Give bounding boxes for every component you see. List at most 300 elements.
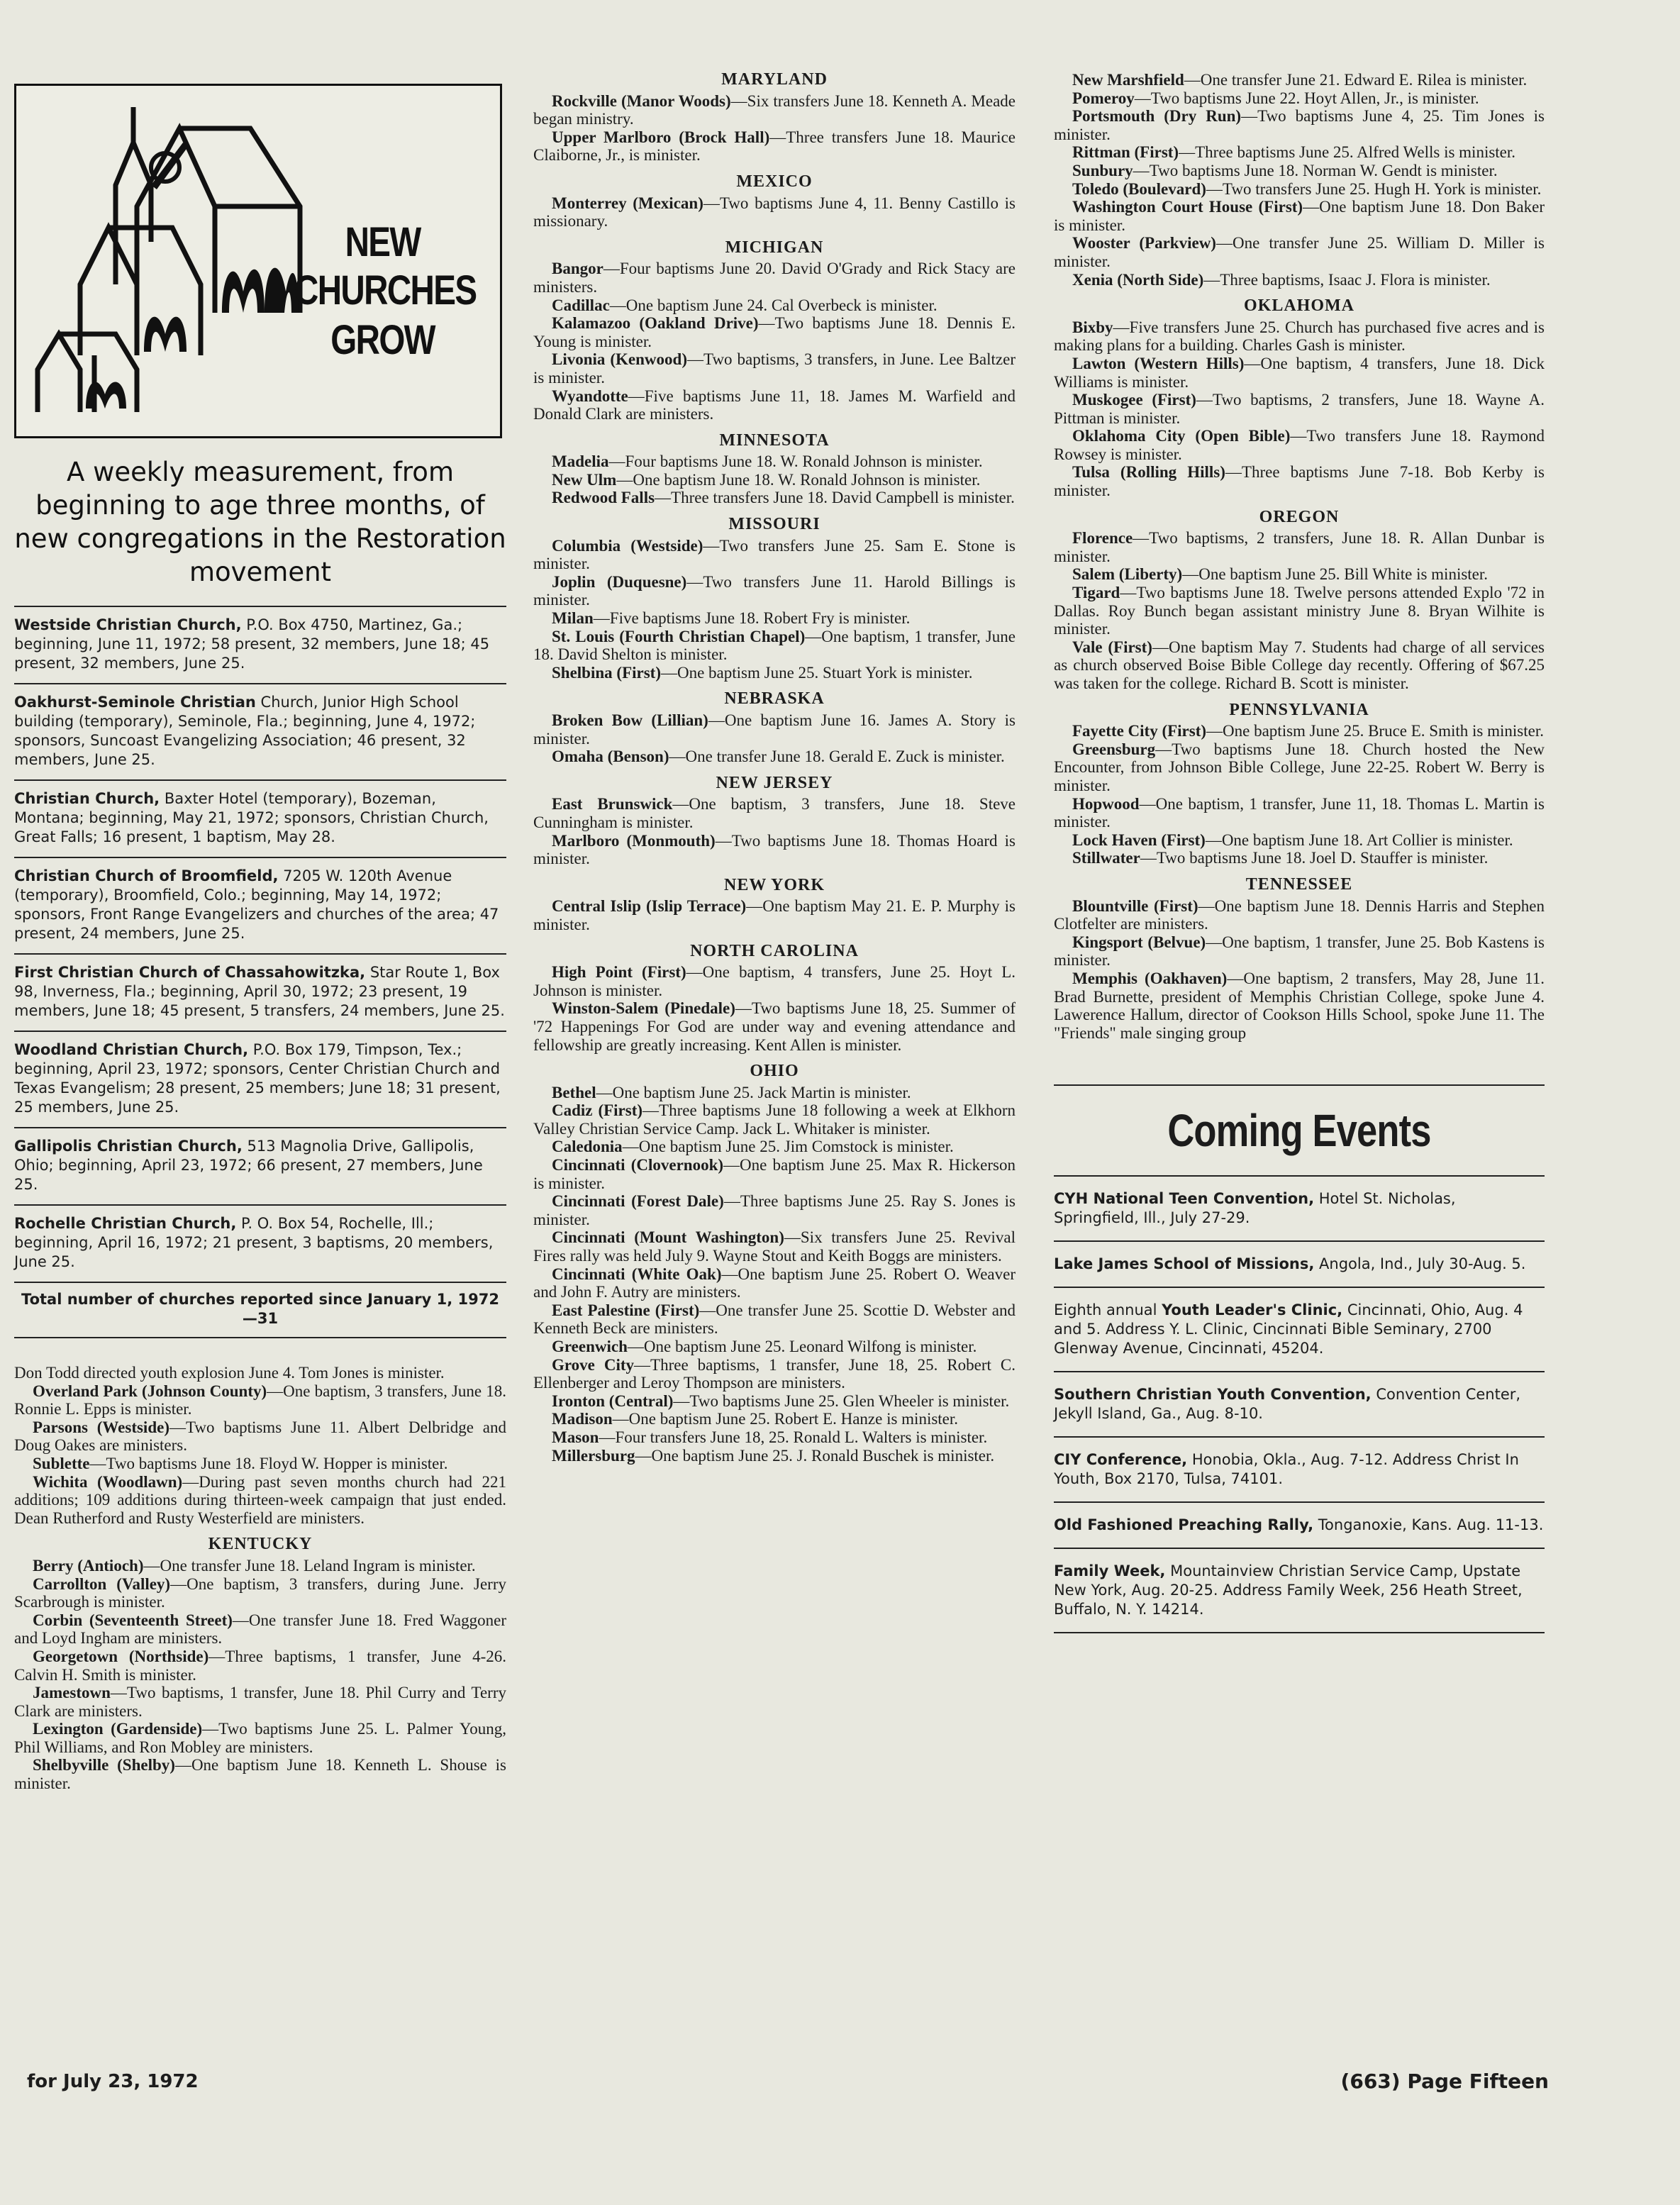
news-item	[14, 1382, 506, 1418]
church-details: 513 Magnolia Drive, Gallipolis, Ohio; beginning, April 23, 1972; 66 present, 27 members, June 25.	[14, 1138, 483, 1193]
news-text: —One baptism, 3 transfers, June 18. Ronnie L. Epps is minister.	[14, 1382, 506, 1418]
church-location: Shelbyville (Shelby)	[33, 1756, 175, 1774]
news-text: —One baptism May 21. E. P. Murphy is minister.	[533, 897, 1016, 933]
news-item	[533, 1192, 1016, 1228]
logo-text-grow: GROW	[330, 317, 435, 363]
church-location: Madison	[552, 1410, 613, 1428]
news-text: —Three transfers June 18. Maurice Claiborne, Jr., is minister.	[533, 128, 1016, 165]
church-location: Upper Marlboro (Brock Hall)	[552, 128, 770, 146]
state-heading: NORTH CAROLINA	[690, 941, 859, 960]
church-location: Wyandotte	[552, 387, 628, 405]
news-item	[533, 452, 1016, 471]
issue-date: for July 23, 1972	[27, 2071, 199, 2092]
news-text: —Two baptisms June 18. Floyd W. Hopper is minister.	[89, 1454, 448, 1472]
church-location: Monterrey (Mexican)	[552, 194, 703, 212]
church-location: Joplin (Duquesne)	[552, 572, 687, 591]
left-news-list	[14, 1364, 506, 1793]
state-heading: NEBRASKA	[724, 689, 825, 709]
church-location: Wichita (Woodlawn)	[33, 1472, 183, 1491]
news-item	[533, 832, 1016, 868]
new-church-entry	[14, 953, 506, 1031]
event-name: Family Week,	[1054, 1562, 1166, 1580]
news-text: —One transfer June 25. William D. Miller is minister.	[1054, 234, 1545, 270]
church-location: Washington Court House (First)	[1072, 198, 1303, 216]
logo-text-new: NEW	[345, 219, 421, 265]
church-location: Bethel	[552, 1083, 596, 1101]
church-location: Sublette	[33, 1454, 90, 1472]
church-location: Rockville (Manor Woods)	[552, 91, 731, 110]
news-text: —One baptism June 18. Dennis Harris and Stephen Clotfelter are ministers.	[1054, 896, 1545, 933]
church-location: Blountville (First)	[1072, 896, 1198, 915]
news-text: —One baptism June 25. Jack Martin is minister.	[596, 1083, 911, 1101]
church-location: Kalamazoo (Oakland Drive)	[552, 314, 759, 333]
event-name: Southern Christian Youth Convention,	[1054, 1386, 1372, 1404]
new-church-entry	[14, 857, 506, 953]
news-text: —Four baptisms June 20. David O'Grady and Rick Stacy are ministers.	[533, 260, 1016, 296]
coming-events-title: Coming Events	[1167, 1105, 1431, 1157]
news-text: —Two baptisms June 22. Hoyt Allen, Jr., is minister.	[1134, 89, 1479, 107]
news-text: —One baptism June 18. W. Ronald Johnson is minister.	[616, 470, 981, 489]
middle-news-list	[533, 71, 1016, 1465]
news-item	[14, 1684, 506, 1720]
new-churches-list	[14, 606, 506, 1282]
news-item	[14, 1557, 506, 1575]
church-location: Greensburg	[1072, 740, 1156, 758]
news-text: —One transfer June 25. Scottie D. Webster and Kenneth Beck are ministers.	[533, 1301, 1016, 1338]
state-heading: NEW JERSEY	[716, 773, 833, 792]
church-location: Overland Park (Johnson County)	[33, 1382, 267, 1400]
state-heading: TENNESSEE	[1245, 874, 1353, 894]
news-item	[533, 711, 1016, 748]
news-item	[1054, 234, 1545, 270]
news-item	[1054, 463, 1545, 499]
news-item	[1054, 740, 1545, 795]
church-details: P. O. Box 54, Rochelle, Ill.; beginning, April 16, 1972; 21 present, 3 baptisms, 20 members, June 25.	[14, 1215, 494, 1270]
news-text: —One baptism, 3 transfers, June 18. Steve Cunningham is minister.	[533, 795, 1016, 831]
right-column	[1054, 71, 1545, 1633]
news-item	[1054, 565, 1545, 584]
event-details: Convention Center, Jekyll Island, Ga., Aug. 8-10.	[1054, 1386, 1521, 1423]
news-text: —One baptism June 25. Robert O. Weaver and John F. Autry are ministers.	[533, 1265, 1016, 1301]
news-text: —One baptism June 18. Don Baker is minister.	[1054, 198, 1545, 234]
church-location: Cincinnati (Forest Dale)	[552, 1192, 724, 1211]
event-item	[1054, 1549, 1545, 1633]
church-location: Stillwater	[1072, 849, 1140, 867]
news-text: —One baptism, 1 transfer, June 18. David Shelton is minister.	[533, 627, 1016, 664]
church-location: Tigard	[1072, 584, 1120, 602]
news-text: —Two baptisms June 18. Thomas Hoard is minister.	[533, 831, 1016, 868]
church-location: St. Louis (Fourth Christian Chapel)	[552, 627, 806, 645]
news-text: —Four transfers June 18, 25. Ronald L. Walters is minister.	[599, 1428, 988, 1446]
page-number: (663) Page Fifteen	[1340, 2070, 1549, 2093]
news-text: —One baptism June 16. James A. Story is minister.	[533, 711, 1016, 748]
church-details: 7205 W. 120th Avenue (temporary), Broomfield, Colo.; beginning, May 14, 1972; sponsors, Front Range Evangelizers and churches of the area; 47 present, 24 members, June 25.	[14, 867, 499, 942]
middle-column	[533, 71, 1016, 1465]
news-item	[533, 314, 1016, 350]
news-text: —Two baptisms June 18, 25. Summer of '72 Happenings For God are under way and evening attendance and fellowship are greatly increasing. Kent Allen is minister.	[533, 999, 1016, 1054]
news-text: —Three baptisms, 1 transfer, June 4-26. Calvin H. Smith is minister.	[14, 1647, 506, 1684]
news-text: —During past seven months church had 221 additions; 109 additions during thirteen-week campaign that just ended. Dean Rutherford and Rusty Westerfield are ministers.	[14, 1472, 507, 1527]
news-text: —Three baptisms June 18 following a week at Elkhorn Valley Christian Service Camp. Jack L. Whitaker is minister.	[533, 1101, 1016, 1138]
church-location: Cadillac	[552, 296, 610, 314]
news-item	[533, 260, 1016, 296]
church-location: Cincinnati (Clovernook)	[552, 1156, 724, 1174]
new-church-entry	[14, 1127, 506, 1204]
church-location: Jamestown	[33, 1684, 111, 1702]
total-churches: Total number of churches reported since January 1, 1972—31	[14, 1282, 506, 1338]
church-location: Livonia (Kenwood)	[552, 350, 687, 369]
news-item	[533, 999, 1016, 1054]
church-location: East Palestine (First)	[552, 1301, 700, 1319]
news-text: —Two transfers June 18. Raymond Rowsey is minister.	[1054, 427, 1545, 463]
news-item	[1054, 795, 1545, 831]
new-church-entry	[14, 1204, 506, 1282]
news-text: —Five baptisms June 11, 18. James M. Warfield and Donald Clark are ministers.	[533, 387, 1016, 423]
news-item	[533, 128, 1016, 165]
news-text: —Two baptisms, 3 transfers, in June. Lee Baltzer is minister.	[533, 350, 1016, 387]
church-name: Gallipolis Christian Church,	[14, 1138, 243, 1155]
church-location: Redwood Falls	[552, 489, 655, 507]
news-item	[14, 1418, 506, 1455]
news-item	[1054, 970, 1545, 1042]
news-item	[533, 1084, 1016, 1102]
new-church-entry	[14, 606, 506, 683]
church-location: Bangor	[552, 260, 603, 278]
news-item	[533, 296, 1016, 315]
church-details: P.O. Box 179, Timpson, Tex.; beginning, April 23, 1972; sponsors, Center Christian Church and Texas Evangelism; 28 present, 25 members; June 18; 31 present, 25 members, June 25.	[14, 1041, 501, 1116]
event-item	[1054, 1503, 1545, 1549]
state-heading: OREGON	[1259, 507, 1340, 526]
church-location: East Brunswick	[552, 795, 673, 813]
right-news-list	[1054, 71, 1545, 1042]
church-location: Lawton (Western Hills)	[1072, 354, 1245, 372]
event-details: Honobia, Okla., Aug. 7-12. Address Christ In Youth, Box 2170, Tulsa, 74101.	[1054, 1451, 1519, 1488]
church-location: Toledo (Boulevard)	[1072, 179, 1206, 198]
news-text: —Two baptisms June 25. Glen Wheeler is minister.	[673, 1392, 1010, 1410]
news-text: —Two baptisms June 18. Church hosted the New Encounter, from Johnson Bible College, June 22-25. Robert W. Berry is minister.	[1054, 740, 1545, 794]
event-details: Angola, Ind., July 30-Aug. 5.	[1314, 1255, 1526, 1273]
state-heading: NEW YORK	[723, 875, 825, 894]
event-name: CIY Conference,	[1054, 1451, 1188, 1469]
news-item	[533, 350, 1016, 387]
news-item	[533, 1410, 1016, 1428]
news-item	[14, 1455, 506, 1473]
news-item	[14, 1720, 506, 1756]
news-text: —Two baptisms, 2 transfers, June 18. R. Allan Dunbar is minister.	[1054, 529, 1545, 565]
news-text: —Two baptisms June 18. Dennis E. Young is minister.	[533, 314, 1016, 350]
news-text: —Two baptisms June 4, 25. Tim Jones is minister.	[1054, 107, 1545, 143]
church-location: Greenwich	[552, 1338, 628, 1355]
church-location: Wooster (Parkview)	[1072, 234, 1216, 252]
news-item	[1054, 318, 1545, 355]
church-name: Oakhurst-Seminole Christian	[14, 694, 256, 711]
logo-text-churches: CHURCHES	[294, 267, 477, 313]
event-details: Tonganoxie, Kans. Aug. 11-13.	[1313, 1516, 1544, 1534]
news-item	[533, 1392, 1016, 1411]
church-location: Xenia (North Side)	[1072, 270, 1204, 289]
news-text: —Three baptisms June 25. Ray S. Jones is minister.	[533, 1192, 1016, 1228]
news-item	[1054, 427, 1545, 463]
church-location: Omaha (Benson)	[552, 748, 669, 766]
church-location: Lock Haven (First)	[1072, 831, 1206, 849]
news-text: —Three baptisms June 25. Alfred Wells is minister.	[1179, 143, 1516, 162]
church-location: Fayette City (First)	[1072, 722, 1207, 740]
news-item	[533, 609, 1016, 628]
event-details: Cincinnati, Ohio, Aug. 4 and 5. Address Y. L. Clinic, Cincinnati Bible Seminary, 2700 Glenway Avenue, Cincinnati, 45204.	[1054, 1301, 1523, 1357]
news-item	[533, 897, 1016, 933]
church-location: High Point (First)	[552, 963, 686, 982]
news-item	[533, 1101, 1016, 1138]
church-location: Pomeroy	[1072, 89, 1135, 107]
news-item	[14, 1575, 506, 1611]
news-item	[533, 194, 1016, 231]
church-location: Florence	[1072, 529, 1133, 548]
news-item	[533, 795, 1016, 831]
news-text: —One baptism June 25. Stuart York is minister.	[660, 663, 973, 682]
news-item	[533, 387, 1016, 423]
news-item	[533, 1138, 1016, 1156]
event-name: CYH National Teen Convention,	[1054, 1190, 1315, 1208]
church-location: Cincinnati (White Oak)	[552, 1265, 722, 1283]
church-location: Rittman (First)	[1072, 143, 1179, 162]
news-text: —One baptism, 2 transfers, May 28, June 11. Brad Burnette, president of Memphis Christian College, spoke June 4. Lawerence Hallum, director of Cookson Hills School, spoke June 11. The "Friends" male singing group	[1054, 969, 1545, 1042]
news-item	[1054, 355, 1545, 391]
news-item	[1054, 638, 1545, 693]
church-location: Broken Bow (Lillian)	[552, 711, 708, 729]
news-text: —Two transfers June 11. Harold Billings is minister.	[533, 572, 1016, 609]
church-location: Muskogee (First)	[1072, 391, 1196, 409]
church-name: Westside Christian Church,	[14, 616, 242, 633]
news-text: —Two transfers June 25. Hugh H. York is minister.	[1206, 179, 1542, 198]
church-location: Oklahoma City (Open Bible)	[1072, 427, 1291, 445]
news-text: —One baptism June 25. Leonard Wilfong is minister.	[627, 1338, 977, 1355]
news-item	[1054, 831, 1545, 850]
news-item	[533, 489, 1016, 507]
event-item	[1054, 1438, 1545, 1503]
news-item	[1054, 89, 1545, 108]
news-text: —One baptism June 25. Bill White is minister.	[1182, 565, 1489, 584]
news-item	[1054, 584, 1545, 638]
news-text: —One baptism June 25. J. Ronald Buschek is minister.	[635, 1446, 995, 1465]
news-text: —One baptism, 1 transfer, June 11, 18. Thomas L. Martin is minister.	[1054, 794, 1545, 831]
event-item	[1054, 1372, 1545, 1438]
news-text: —One transfer June 18. Leland Ingram is minister.	[143, 1556, 476, 1574]
event-details: Mountainview Christian Service Camp, Upstate New York, Aug. 20-25. Address Family Week, 256 Heath Street, Buffalo, N. Y. 14214.	[1054, 1562, 1523, 1618]
state-heading: OKLAHOMA	[1244, 296, 1354, 316]
page-subtitle: A weekly measurement, from beginning to age three months, of new congregations in the Restoration movement	[14, 457, 506, 587]
news-text: —Five baptisms June 18. Robert Fry is minister.	[593, 609, 911, 628]
church-location: New Ulm	[552, 470, 617, 489]
news-text: —Two baptisms June 18. Joel D. Stauffer is minister.	[1140, 849, 1489, 867]
church-location: Columbia (Westside)	[552, 536, 703, 555]
news-text: Don Todd directed youth explosion June 4. Tom Jones is minister.	[14, 1364, 445, 1382]
news-item	[1054, 933, 1545, 970]
news-item	[533, 573, 1016, 609]
news-text: —One transfer June 18. Gerald E. Zuck is minister.	[669, 748, 1005, 766]
news-item	[533, 1356, 1016, 1392]
church-location: Portsmouth (Dry Run)	[1072, 107, 1242, 126]
news-text: —Three baptisms, 1 transfer, June 18, 25. Robert C. Ellenberger and Leroy Thompson are ministers.	[533, 1355, 1016, 1392]
church-location: Georgetown (Northside)	[33, 1647, 209, 1665]
news-text: —One baptism June 25. Bruce E. Smith is minister.	[1206, 722, 1544, 740]
news-text: —One baptism June 25. Max R. Hickerson is minister.	[533, 1156, 1016, 1192]
news-item	[533, 471, 1016, 489]
news-text: —One baptism June 18. Art Collier is minister.	[1205, 831, 1513, 849]
news-item	[1054, 107, 1545, 143]
news-item	[533, 1301, 1016, 1338]
left-column	[14, 84, 506, 1793]
news-text: —Two baptisms June 18. Twelve persons attended Explo '72 in Dallas. Roy Bunch began assistant ministry June 8. Bryan Wilhite is minister.	[1054, 584, 1545, 638]
news-item	[533, 537, 1016, 573]
news-text: —One baptism June 18. Kenneth L. Shouse is minister.	[14, 1756, 506, 1793]
church-location: Central Islip (Islip Terrace)	[552, 897, 747, 916]
news-text: —Four baptisms June 18. W. Ronald Johnson is minister.	[608, 452, 983, 471]
new-church-entry	[14, 683, 506, 779]
state-heading: MEXICO	[736, 172, 813, 191]
news-item	[1054, 162, 1545, 180]
news-item	[533, 1228, 1016, 1265]
news-item	[533, 664, 1016, 682]
news-item	[1054, 391, 1545, 427]
news-item	[533, 1338, 1016, 1356]
new-church-entry	[14, 779, 506, 857]
new-churches-grow-logo	[14, 84, 502, 438]
news-text: —Six transfers June 25. Revival Fires rally was held July 9. Wayne Stout and Keith Boggs are ministers.	[533, 1228, 1016, 1265]
church-name: First Christian Church of Chassahowitzka,	[14, 964, 366, 981]
event-name: Youth Leader's Clinic,	[1162, 1301, 1343, 1319]
news-text: —Two baptisms June 11. Albert Delbridge and Doug Oakes are ministers.	[14, 1418, 506, 1455]
news-text: —Three baptisms, Isaac J. Flora is minister.	[1203, 270, 1491, 289]
church-location: Caledonia	[552, 1138, 623, 1156]
church-name: Christian Church of Broomfield,	[14, 867, 279, 884]
church-location: Cadiz (First)	[552, 1101, 643, 1120]
church-location: Madelia	[552, 452, 609, 471]
news-item	[1054, 897, 1545, 933]
news-item	[14, 1756, 506, 1792]
news-text: —Three transfers June 18. David Campbell is minister.	[655, 489, 1015, 507]
event-item	[1054, 1242, 1545, 1288]
church-location: Kingsport (Belvue)	[1072, 933, 1206, 951]
news-item	[1054, 180, 1545, 199]
news-item	[533, 1265, 1016, 1301]
church-location: Vale (First)	[1072, 638, 1152, 656]
church-location: Marlboro (Monmouth)	[552, 831, 716, 850]
news-text: —Two baptisms June 25. L. Palmer Young, Phil Williams, and Ron Mobley are ministers.	[14, 1720, 506, 1756]
news-item	[1054, 198, 1545, 234]
event-item	[1054, 1177, 1545, 1242]
news-text: —One baptism, 4 transfers, June 25. Hoyt L. Johnson is minister.	[533, 963, 1016, 999]
coming-events-top-rule	[1054, 1084, 1545, 1086]
news-item	[1054, 271, 1545, 289]
news-item	[14, 1611, 506, 1648]
news-text: —One transfer June 21. Edward E. Rilea is minister.	[1184, 71, 1528, 89]
news-text: —Two baptisms, 1 transfer, June 18. Phil Curry and Terry Clark are ministers.	[14, 1684, 506, 1720]
news-item	[533, 92, 1016, 128]
churches-illustration-icon	[30, 100, 314, 426]
new-church-entry	[14, 1031, 506, 1127]
church-location: Cincinnati (Mount Washington)	[552, 1228, 784, 1247]
church-location: Memphis (Oakhaven)	[1072, 969, 1228, 987]
church-details: Church, Junior High School building (temporary), Seminole, Fla.; beginning, June 4, 1972; sponsors, Suncoast Evangelizing Association; 46 present, 32 members, June 25.	[14, 694, 476, 768]
church-location: Grove City	[552, 1355, 635, 1374]
news-text: —One baptism June 24. Cal Overbeck is minister.	[609, 296, 938, 314]
news-item	[533, 748, 1016, 766]
event-details: Eighth annual	[1054, 1301, 1162, 1319]
news-text: —Five transfers June 25. Church has purchased five acres and is making plans for a building. Charles Gash is minister.	[1054, 318, 1545, 355]
state-heading: PENNSYLVANIA	[1229, 700, 1369, 719]
coming-events-list	[1054, 1177, 1545, 1633]
church-location: Bixby	[1072, 318, 1113, 336]
state-heading: MINNESOTA	[719, 431, 830, 450]
church-location: Parsons (Westside)	[33, 1418, 169, 1436]
church-details: Star Route 1, Box 98, Inverness, Fla.; beginning, April 30, 1972; 23 present, 19 members, June 18; 45 present, 5 transfers, 24 members, June 25.	[14, 964, 505, 1019]
event-name: Old Fashioned Preaching Rally,	[1054, 1516, 1314, 1534]
state-heading: OHIO	[750, 1062, 799, 1081]
event-details: Hotel St. Nicholas, Springfield, Ill., July 27-29.	[1054, 1190, 1456, 1227]
church-location: Hopwood	[1072, 794, 1140, 813]
church-location: Lexington (Gardenside)	[33, 1720, 203, 1738]
state-heading: MARYLAND	[721, 70, 828, 89]
church-location: Corbin (Seventeenth Street)	[33, 1611, 233, 1629]
news-text: —One transfer June 18. Fred Waggoner and Loyd Ingham are ministers.	[14, 1611, 506, 1648]
news-item	[533, 1428, 1016, 1447]
church-location: Tulsa (Rolling Hills)	[1072, 463, 1225, 482]
news-item	[533, 963, 1016, 999]
news-text: —Six transfers June 18. Kenneth A. Meade began ministry.	[533, 91, 1016, 128]
news-item	[14, 1648, 506, 1684]
news-text: —Two transfers June 25. Sam E. Stone is minister.	[533, 536, 1016, 573]
church-details: P.O. Box 4750, Martinez, Ga.; beginning, June 11, 1972; 58 present, 32 members, June 18; 45 present, 32 members, June 25.	[14, 616, 490, 672]
news-text: —Two baptisms June 18. Norman W. Gendt is minister.	[1133, 161, 1498, 179]
church-location: Carrollton (Valley)	[33, 1574, 171, 1593]
news-text: —Two baptisms June 4, 11. Benny Castillo is missionary.	[533, 194, 1016, 231]
news-text: —One baptism, 4 transfers, June 18. Dick Williams is minister.	[1054, 354, 1545, 391]
church-location: Ironton (Central)	[552, 1392, 674, 1410]
news-item	[1054, 71, 1545, 89]
news-text: —One baptism June 25. Robert E. Hanze is minister.	[612, 1410, 959, 1428]
church-name: Christian Church,	[14, 790, 160, 807]
news-text: —Three baptisms June 7-18. Bob Kerby is minister.	[1054, 463, 1545, 500]
news-text: —One baptism, 3 transfers, during June. Jerry Scarbrough is minister.	[14, 1574, 506, 1611]
news-item	[533, 1156, 1016, 1192]
state-heading: KENTUCKY	[208, 1535, 313, 1554]
church-location: Sunbury	[1072, 161, 1133, 179]
news-text: —One baptism May 7. Students had charge of all services as church observed Boise Bible College day recently. Offering of $67.25 was taken for the college. Richard B. Scott is minister.	[1054, 638, 1545, 692]
church-location: Millersburg	[552, 1446, 635, 1465]
news-text: —One baptism, 1 transfer, June 25. Bob Kastens is minister.	[1054, 933, 1545, 970]
state-heading: MICHIGAN	[725, 238, 824, 257]
church-details: Baxter Hotel (temporary), Bozeman, Montana; beginning, May 21, 1972; sponsors, Christian Church, Great Falls; 16 present, 1 baptism, May 28.	[14, 790, 489, 845]
news-item	[14, 1364, 506, 1382]
church-location: Salem (Liberty)	[1072, 565, 1183, 584]
news-item	[1054, 722, 1545, 740]
news-item	[533, 628, 1016, 664]
news-text: —Two baptisms, 2 transfers, June 18. Wayne A. Pittman is minister.	[1054, 391, 1545, 427]
state-heading: MISSOURI	[728, 515, 820, 534]
church-location: Shelbina (First)	[552, 663, 661, 682]
church-location: Milan	[552, 609, 594, 628]
church-name: Woodland Christian Church,	[14, 1041, 249, 1058]
news-item	[1054, 143, 1545, 162]
news-item	[14, 1473, 506, 1528]
church-location: New Marshfield	[1072, 71, 1184, 89]
news-text: —One baptism June 25. Jim Comstock is minister.	[622, 1138, 954, 1156]
church-location: Mason	[552, 1428, 599, 1446]
event-name: Lake James School of Missions,	[1054, 1255, 1315, 1273]
church-location: Berry (Antioch)	[33, 1556, 144, 1574]
church-location: Winston-Salem (Pinedale)	[552, 999, 735, 1018]
church-name: Rochelle Christian Church,	[14, 1215, 237, 1232]
